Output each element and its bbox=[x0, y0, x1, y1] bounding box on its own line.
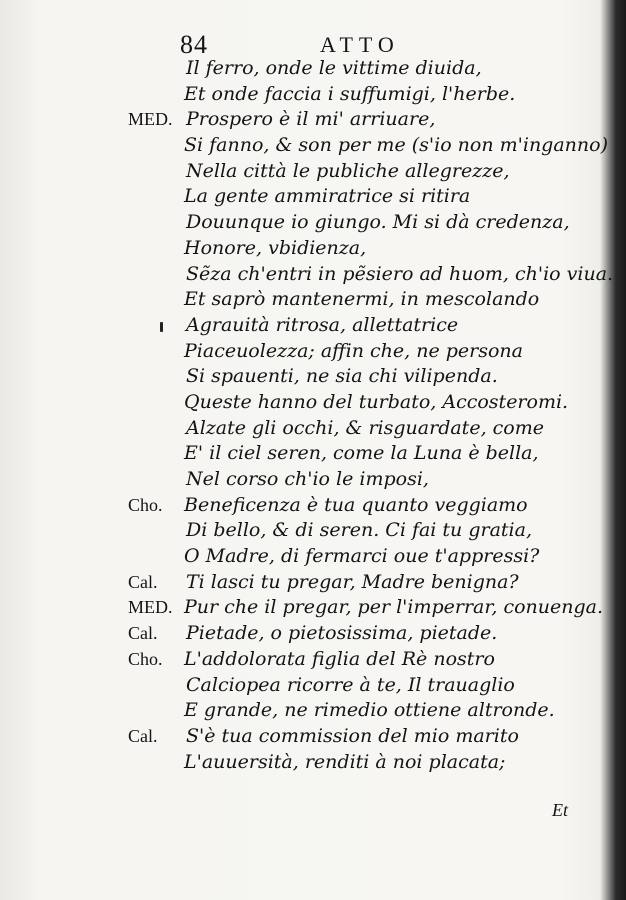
verse-line bbox=[0, 416, 626, 442]
verse-body bbox=[0, 56, 626, 775]
verse-text: Calciopea ricorre à te, Il trauaglio bbox=[186, 673, 515, 696]
verse-text: Agrauità ritrosa, allettatrice bbox=[186, 313, 459, 336]
verse-text: La gente ammiratrice si ritira bbox=[184, 185, 471, 208]
verse-text: Douunque io giungo. Mi si dà credenza, bbox=[186, 211, 570, 234]
verse-line bbox=[0, 364, 626, 390]
verse-text: Si fanno, & son per me (s'io non m'inganno) bbox=[184, 134, 608, 157]
verse-text: Et onde faccia i suffumigi, l'herbe. bbox=[184, 82, 516, 105]
verse-text: S'è tua commission del mio marito bbox=[186, 724, 519, 747]
verse-line bbox=[0, 673, 626, 699]
speaker-label: Cal. bbox=[128, 571, 158, 592]
speaker-label: Cho. bbox=[128, 648, 163, 669]
verse-text: Ti lasci tu pregar, Madre benigna? bbox=[186, 570, 519, 593]
verse-text: Nella città le publiche allegrezze, bbox=[186, 159, 510, 182]
verse-line bbox=[0, 313, 626, 339]
verse-line bbox=[0, 544, 626, 570]
verse-text: Il ferro, onde le vittime diuida, bbox=[186, 57, 482, 79]
verse-line bbox=[0, 390, 626, 416]
verse-line bbox=[0, 133, 626, 159]
verse-line bbox=[0, 82, 626, 108]
verse-line bbox=[0, 698, 626, 724]
verse-text: Pur che il pregar, per l'imperrar, conuenga. bbox=[184, 596, 604, 619]
verse-line bbox=[0, 339, 626, 365]
verse-line bbox=[0, 493, 626, 519]
speaker-label: MED. bbox=[128, 109, 173, 130]
verse-line bbox=[0, 750, 626, 776]
verse-text: Sẽza ch'entri in pẽsiero ad huom, ch'io viua. bbox=[186, 262, 614, 285]
section-title: ATTO bbox=[320, 32, 400, 57]
speaker-label: Cho. bbox=[128, 494, 163, 515]
speaker-label: Cal. bbox=[128, 623, 158, 644]
verse-line bbox=[0, 518, 626, 544]
verse-line bbox=[0, 621, 626, 647]
verse-line bbox=[0, 467, 626, 493]
verse-line bbox=[0, 595, 626, 621]
verse-text: Prospero è il mi' arriuare, bbox=[186, 108, 436, 131]
verse-line bbox=[0, 107, 626, 133]
verse-line bbox=[0, 287, 626, 313]
speaker-label: Cal. bbox=[128, 725, 158, 746]
verse-text: Alzate gli occhi, & risguardate, come bbox=[186, 416, 544, 439]
speaker-label: MED. bbox=[128, 597, 173, 618]
verse-text: Queste hanno del turbato, Accosteromi. bbox=[184, 390, 569, 413]
page-number: 84 bbox=[180, 30, 208, 59]
verse-text: E' il ciel seren, come la Luna è bella, bbox=[184, 442, 539, 465]
catchword: Et bbox=[552, 800, 568, 820]
verse-text: E grande, ne rimedio ottiene altronde. bbox=[184, 699, 555, 722]
verse-line bbox=[0, 210, 626, 236]
verse-text: Nel corso ch'io le imposi, bbox=[186, 468, 429, 490]
verse-text: Piaceuolezza; affin che, ne persona bbox=[184, 339, 523, 362]
verse-text: Pietade, o pietosissima, pietade. bbox=[186, 622, 498, 645]
verse-line bbox=[0, 236, 626, 262]
verse-line bbox=[0, 56, 626, 82]
verse-line bbox=[0, 262, 626, 288]
verse-text: L'auuersità, renditi à noi placata; bbox=[184, 750, 506, 773]
verse-line bbox=[0, 159, 626, 185]
verse-line bbox=[0, 441, 626, 467]
verse-text: O Madre, di fermarci oue t'appressi? bbox=[184, 545, 540, 568]
verse-text: Beneficenza è tua quanto veggiamo bbox=[184, 493, 528, 516]
verse-line bbox=[0, 724, 626, 750]
verse-text: Si spauenti, ne sia chi vilipenda. bbox=[186, 365, 498, 388]
verse-line bbox=[0, 570, 626, 596]
verse-text: Honore, vbidienza, bbox=[184, 236, 367, 259]
verse-line bbox=[0, 184, 626, 210]
verse-line bbox=[0, 647, 626, 673]
verse-text: Di bello, & di seren. Ci fai tu gratia, bbox=[186, 519, 532, 542]
verse-text: Et saprò mantenermi, in mescolando bbox=[184, 288, 540, 311]
verse-text: L'addolorata figlia del Rè nostro bbox=[184, 647, 495, 670]
